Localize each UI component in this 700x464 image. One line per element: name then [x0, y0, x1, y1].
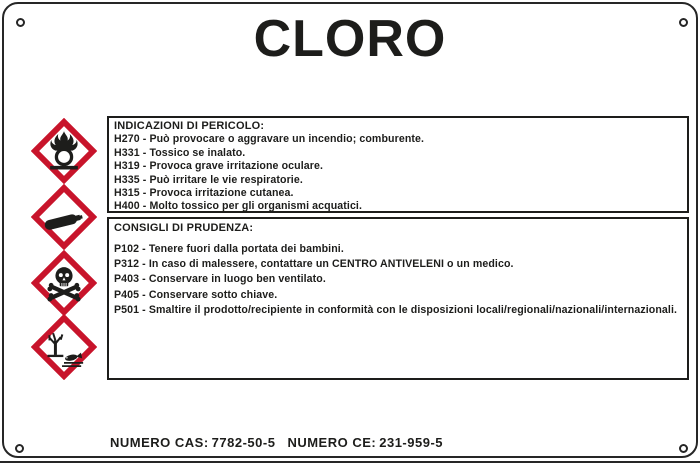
- precaution-statement: P102 - Tenere fuori dalla portata dei bambini.: [114, 243, 344, 255]
- hazard-statement: H270 - Può provocare o aggravare un incendio; comburente.: [114, 133, 425, 146]
- hazard-statements-box: [107, 116, 689, 213]
- cas-number-value: 7782-50-5: [211, 435, 276, 450]
- gas-cylinder-icon: [31, 184, 97, 250]
- hazard-statement: H315 - Provoca irritazione cutanea.: [114, 187, 294, 200]
- precaution-statement: P403 - Conservare in luogo ben ventilato.: [114, 273, 326, 286]
- hazard-statement: H400 - Molto tossico per gli organismi acquatici.: [114, 200, 363, 213]
- environment-hazard-icon: [31, 314, 97, 380]
- precautionary-statements-box: [107, 217, 689, 380]
- mounting-hole-bottom-left: [15, 444, 24, 453]
- ce-number-label: NUMERO CE:: [287, 435, 377, 450]
- precaution-statement: P405 - Conservare sotto chiave.: [114, 288, 278, 301]
- plate-bottom-edge-shadow: [0, 461, 700, 464]
- flame-over-circle-oxidizer-icon: [31, 118, 97, 184]
- hazard-statement: H335 - Può irritare le vie respiratorie.: [114, 173, 303, 186]
- sign-title: CLORO: [253, 10, 447, 68]
- hazard-statement: H331 - Tossico se inalato.: [114, 146, 246, 159]
- precaution-statement: P501 - Smaltire il prodotto/recipiente in conformità con le disposizioni locali/regionali/nazionali/internazionali.: [114, 303, 678, 316]
- precaution-statement: P312 - In caso di malessere, contattare un CENTRO ANTIVELENI o un medico.: [114, 258, 514, 271]
- hazard-box-title: INDICAZIONI DI PERICOLO:: [114, 120, 265, 132]
- hazard-statement: H319 - Provoca grave irritazione oculare.: [114, 160, 323, 173]
- cas-number-label: NUMERO CAS:: [110, 435, 209, 450]
- precaution-box-title: CONSIGLI DI PRUDENZA:: [114, 222, 254, 234]
- mounting-hole-bottom-right: [679, 444, 688, 453]
- ce-number-value: 231-959-5: [379, 435, 444, 450]
- sign-plate: [2, 2, 698, 458]
- skull-and-crossbones-icon: [31, 250, 97, 316]
- identification-numbers: [110, 435, 445, 450]
